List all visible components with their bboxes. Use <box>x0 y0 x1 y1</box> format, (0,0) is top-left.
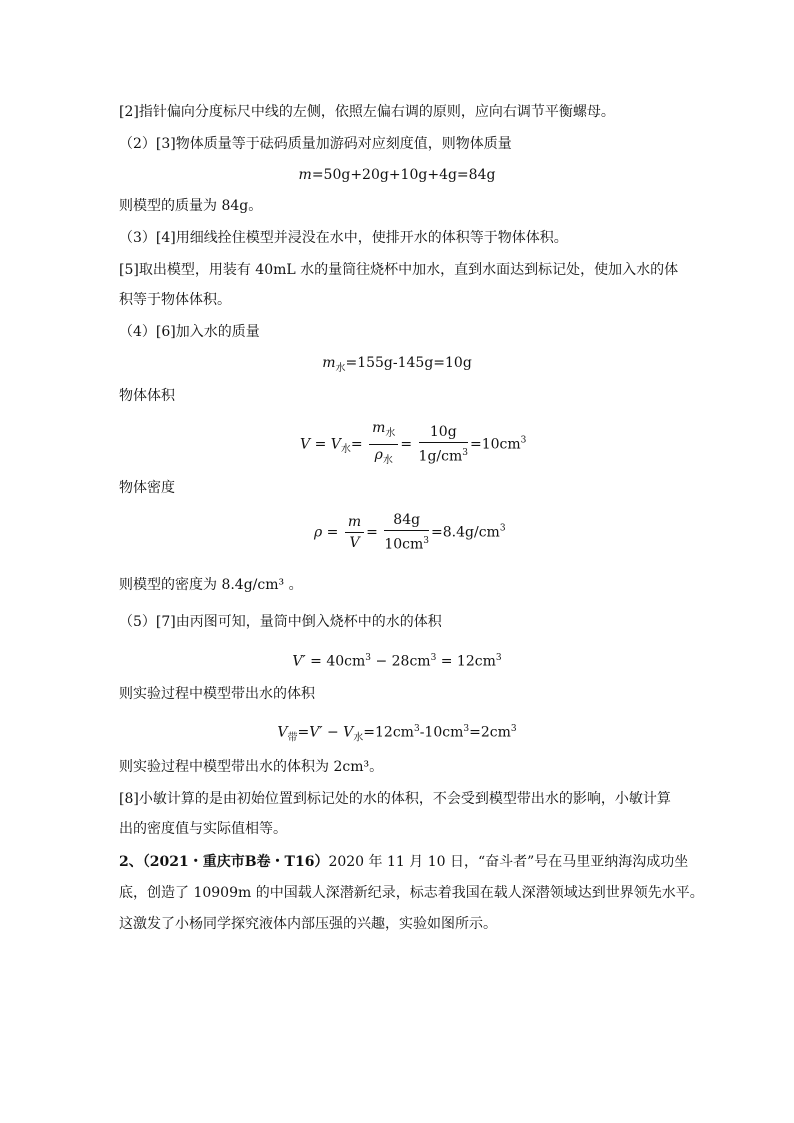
paragraph-step8-b: 出的密度值与实际值相等。 <box>119 821 287 837</box>
fraction-denominator <box>369 445 398 469</box>
eq-text: =50g+20g+10g+4g=84g <box>311 167 496 183</box>
paragraph-volume-label: 物体体积 <box>119 388 175 404</box>
eq-subscript: 水 <box>335 362 346 374</box>
eq-superscript: 3 <box>495 653 502 663</box>
eq-symbol: m <box>298 167 312 183</box>
question-2-line-3: 这激发了小杨同学探究液体内部压强的兴趣，实验如图所示。 <box>119 916 497 932</box>
fraction-values <box>384 512 429 553</box>
eq-text: − 28cm <box>371 653 431 670</box>
paragraph-mass-result: 则模型的质量为 84g。 <box>119 198 263 214</box>
eq-symbol: ρ <box>374 446 383 463</box>
fraction-numerator <box>345 514 364 533</box>
paragraph-density-label: 物体密度 <box>119 480 175 496</box>
eq-text: =12cm <box>363 724 414 741</box>
equation-water-mass <box>0 353 794 379</box>
eq-symbol: V <box>330 436 341 453</box>
eq-superscript: 3 <box>520 435 527 446</box>
paragraph-step8-a: [8]小敏计算的是由初始位置到标记处的水的体积，不会受到模型带出水的影响，小敏计算 <box>119 791 671 807</box>
paragraph-carried-water-label: 则实验过程中模型带出水的体积 <box>119 686 315 702</box>
equation-v-prime <box>0 648 794 672</box>
question-2-line-2: 底，创造了 10909m 的中国载人深潜新纪录，标志着我国在载人深潜领域达到世界领先水平。 <box>119 885 704 901</box>
eq-symbol: V′ <box>292 653 306 670</box>
eq-superscript: 3 <box>463 724 470 734</box>
eq-superscript: 3 <box>510 724 517 734</box>
paragraph-balance-adjust: [2]指针偏向分度标尺中线的左侧，依照左偏右调的原则，应向右调节平衡螺母。 <box>119 104 615 120</box>
eq-symbol: V′ <box>309 724 323 741</box>
question-number: 2、 <box>119 854 143 870</box>
eq-text: 1g/cm <box>418 448 463 465</box>
eq-superscript: 3 <box>499 523 506 534</box>
eq-op: = <box>366 524 378 541</box>
eq-symbol: m <box>322 355 336 371</box>
eq-op: = <box>350 436 363 453</box>
paragraph-step6: （4）[6]加入水的质量 <box>119 324 260 340</box>
fraction-m-over-v <box>345 514 364 551</box>
eq-op: − <box>322 724 344 741</box>
equation-volume <box>300 420 526 469</box>
eq-op: = <box>400 436 413 453</box>
eq-text: =10cm <box>469 436 521 453</box>
paragraph-carried-water-result: 则实验过程中模型带出水的体积为 2cm³。 <box>119 759 384 775</box>
eq-text: = 40cm <box>305 653 366 670</box>
question-2-line-1 <box>119 852 688 872</box>
eq-subscript: 带 <box>287 732 298 744</box>
eq-subscript: 水 <box>385 427 396 439</box>
fraction-numerator: 10g <box>419 424 468 443</box>
fraction-values <box>419 424 468 465</box>
eq-superscript: 3 <box>462 447 468 458</box>
eq-text: 10cm <box>384 536 424 553</box>
eq-symbol: V <box>300 436 311 453</box>
fraction-denominator <box>419 443 468 465</box>
eq-subscript: 水 <box>353 732 364 744</box>
fraction-m-over-rho <box>369 420 398 469</box>
eq-op: = <box>322 524 343 541</box>
equation-mass <box>0 165 794 185</box>
eq-superscript: 3 <box>423 536 430 546</box>
eq-symbol: V <box>343 724 354 741</box>
paragraph-step5-b: 积等于物体体积。 <box>119 292 231 308</box>
paragraph-density-result: 则模型的密度为 8.4g/cm³ 。 <box>119 577 303 593</box>
fraction-denominator <box>345 533 364 551</box>
paragraph-mass-intro: （2）[3]物体质量等于砝码质量加游码对应刻度值，则物体质量 <box>119 136 512 152</box>
equation-carried-water <box>0 719 794 748</box>
eq-symbol: V <box>349 534 360 551</box>
eq-op: = <box>310 436 331 453</box>
paragraph-step3: （3）[4]用细线拴住模型并浸没在水中，使排开水的体积等于物体体积。 <box>119 230 568 246</box>
eq-subscript: 水 <box>340 444 351 456</box>
eq-superscript: 3 <box>430 653 437 663</box>
fraction-numerator <box>369 420 398 445</box>
eq-text: = 12cm <box>436 653 496 670</box>
eq-op: = <box>297 724 310 741</box>
paragraph-step5-a: [5]取出模型，用装有 40mL 水的量筒往烧杯中加水，直到水面达到标记处，使加入水的体 <box>119 262 679 278</box>
eq-symbol: V <box>277 724 288 741</box>
eq-symbol: m <box>347 513 362 530</box>
eq-subscript: 水 <box>382 454 393 466</box>
eq-text: =8.4g/cm <box>431 524 500 541</box>
eq-symbol: ρ <box>314 524 323 541</box>
eq-superscript: 3 <box>413 724 420 734</box>
fraction-numerator: 84g <box>384 512 429 531</box>
equation-density <box>314 512 506 553</box>
eq-superscript: 3 <box>365 653 371 663</box>
question-text: 2020 年 11 月 10 日，“奋斗者”号在马里亚纳海沟成功坐 <box>328 854 689 870</box>
fraction-denominator <box>384 531 429 553</box>
paragraph-step7: （5）[7]由丙图可知，量筒中倒入烧杯中的水的体积 <box>119 614 442 630</box>
eq-symbol: m <box>372 420 386 436</box>
question-source: （2021・重庆市B卷・T16） <box>142 854 329 870</box>
eq-text: -10cm <box>419 724 464 741</box>
eq-text: =155g-145g=10g <box>345 355 472 371</box>
eq-text: =2cm <box>469 724 511 741</box>
